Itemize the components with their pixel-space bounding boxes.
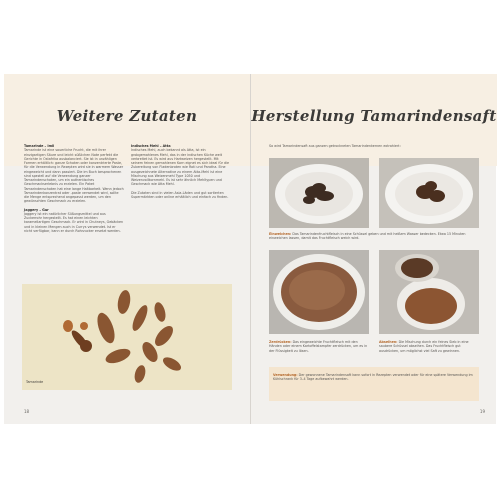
left-page-title: Weitere Zutaten xyxy=(56,107,198,125)
juice-intro: So wird Tamarindensaft aus ganzen getrockneten Tamarindenkernen extrahiert: xyxy=(269,144,401,148)
step-caption-strain xyxy=(379,340,479,353)
left-col1 xyxy=(24,144,124,233)
step-text-soak: Das Tamarindenfruchtfleisch in eine Schüssel geben und mit heißem Wasser bedecken. Etwa 15 Minuten einweichen lassen, damit das Fruchtfleisch weich wird. xyxy=(269,232,466,241)
step-caption-mash xyxy=(269,340,369,353)
usage-box xyxy=(269,367,479,401)
ingredient-text-availability: Die Zutaten sind in vielen Asia-Läden und gut sortierten Supermärkten oder online erhältlich und einfach zu finden. xyxy=(131,190,229,199)
step-label-strain: Abseihen: xyxy=(379,340,398,344)
ingredient-label-tamarind: Tamarinde – Imli xyxy=(24,144,55,148)
tamarind-photo-caption: Tamarinde xyxy=(26,379,44,384)
right-page-title: Herstellung Tamarindensaft xyxy=(251,107,497,125)
right-header-band xyxy=(251,74,497,166)
step-photo-soak xyxy=(269,158,369,228)
step-caption-soak xyxy=(269,232,479,241)
ingredient-text-atta: Indisches Mehl, auch bekannt als Atta, ist ein grobgemahlenes Mehl, das in der indischen Küche weit verbreitet ist. Es wird aus Hartweizen hergestellt. Mit seinem feinen gemahlenen Korn eignet es sich ideal für die Zubereitung von Fladenbroten wie Roti und Paratha. Eine ausgezeichnete Alternative zu einem Atta-Mehl ist eine Mischung aus Weizenmehl Type 1050 und Weizenvollkornmehl. Es ist sehr ähnlich Mehltypen und Geschmack wie Atta Mehl. xyxy=(131,148,230,187)
tamarind-photo xyxy=(22,284,232,390)
right-page-number: 19 xyxy=(479,409,485,414)
step-label-mash: Zerdrücken: xyxy=(269,340,292,344)
left-col2 xyxy=(131,144,231,199)
ingredient-text-tamarind: Tamarinde ist eine sauerliche Frucht, die mit ihrer einzigartigen Säure und leicht süßlichen Note perfekt die Gerichte in Ostafrika ausbalanciert. Sie ist in unzähligen Formen erhältlich: ganze Schoten oder konzentrierte Paste, für die Verwendung in Rezepten wird sie in warmem Wasser eingeweicht und dann passiert. Die im Buch besprochenen sind speziell auf die Verwendung ganzer Tamarindenschoten, um ein authentisches Geschmackserlebnis zu erzielen. Ein Paket Tamarindenschoten hat eine lange Haltbarkeit. Wenn jedoch Tamarindenkonzentrat oder -paste verwendet wird, sollte die Menge entsprechend angepasst werden, um den gewünschten Geschmack zu erzielen. xyxy=(24,148,124,204)
step-label-soak: Einweichen: xyxy=(269,232,292,236)
ingredient-label-jaggery: Jaggery – Gur xyxy=(24,207,49,212)
step-photo-mash xyxy=(269,250,369,334)
step-text-mash: Das eingeweichte Fruchtfleisch mit den Händen oder einem Kartoffelstampfer zerdrücken, um es in der Flüssigkeit zu lösen. xyxy=(269,340,368,353)
usage-label: Verwendung: xyxy=(273,373,298,377)
step-photo-strain xyxy=(379,250,479,334)
step-photo-soaked xyxy=(379,158,479,228)
step-text-strain: Die Mischung durch ein feines Sieb in eine saubere Schüssel abseihen. Das Fruchtfleisch gut ausdrücken, um möglichst viel Saft zu gewinnen. xyxy=(379,340,469,353)
left-page xyxy=(4,74,250,424)
usage-text-block xyxy=(273,373,473,382)
usage-text: Der gewonnene Tamarindensaft kann sofort in Rezepten verwendet oder für eine spätere Verwendung im Kühlschrank für 3–4 Tage aufbewahrt werden. xyxy=(273,373,473,382)
ingredient-label-atta: Indisches Mehl – Atta xyxy=(131,144,171,148)
left-page-number: 18 xyxy=(24,409,30,414)
ingredient-text-jaggery: Jaggery ist ein natürlicher Süßungsmittel und aus Zuckerrohr hergestellt. Es hat einen leichten karamellartigen Geschmack. Er wird in Chutneys, Gebäcken und in kleinen Mengen auch in Currys verwendet. Ist er nicht verfügbar, kann er durch Rohrzucker ersetzt werden. xyxy=(24,211,124,233)
right-page xyxy=(250,74,497,424)
